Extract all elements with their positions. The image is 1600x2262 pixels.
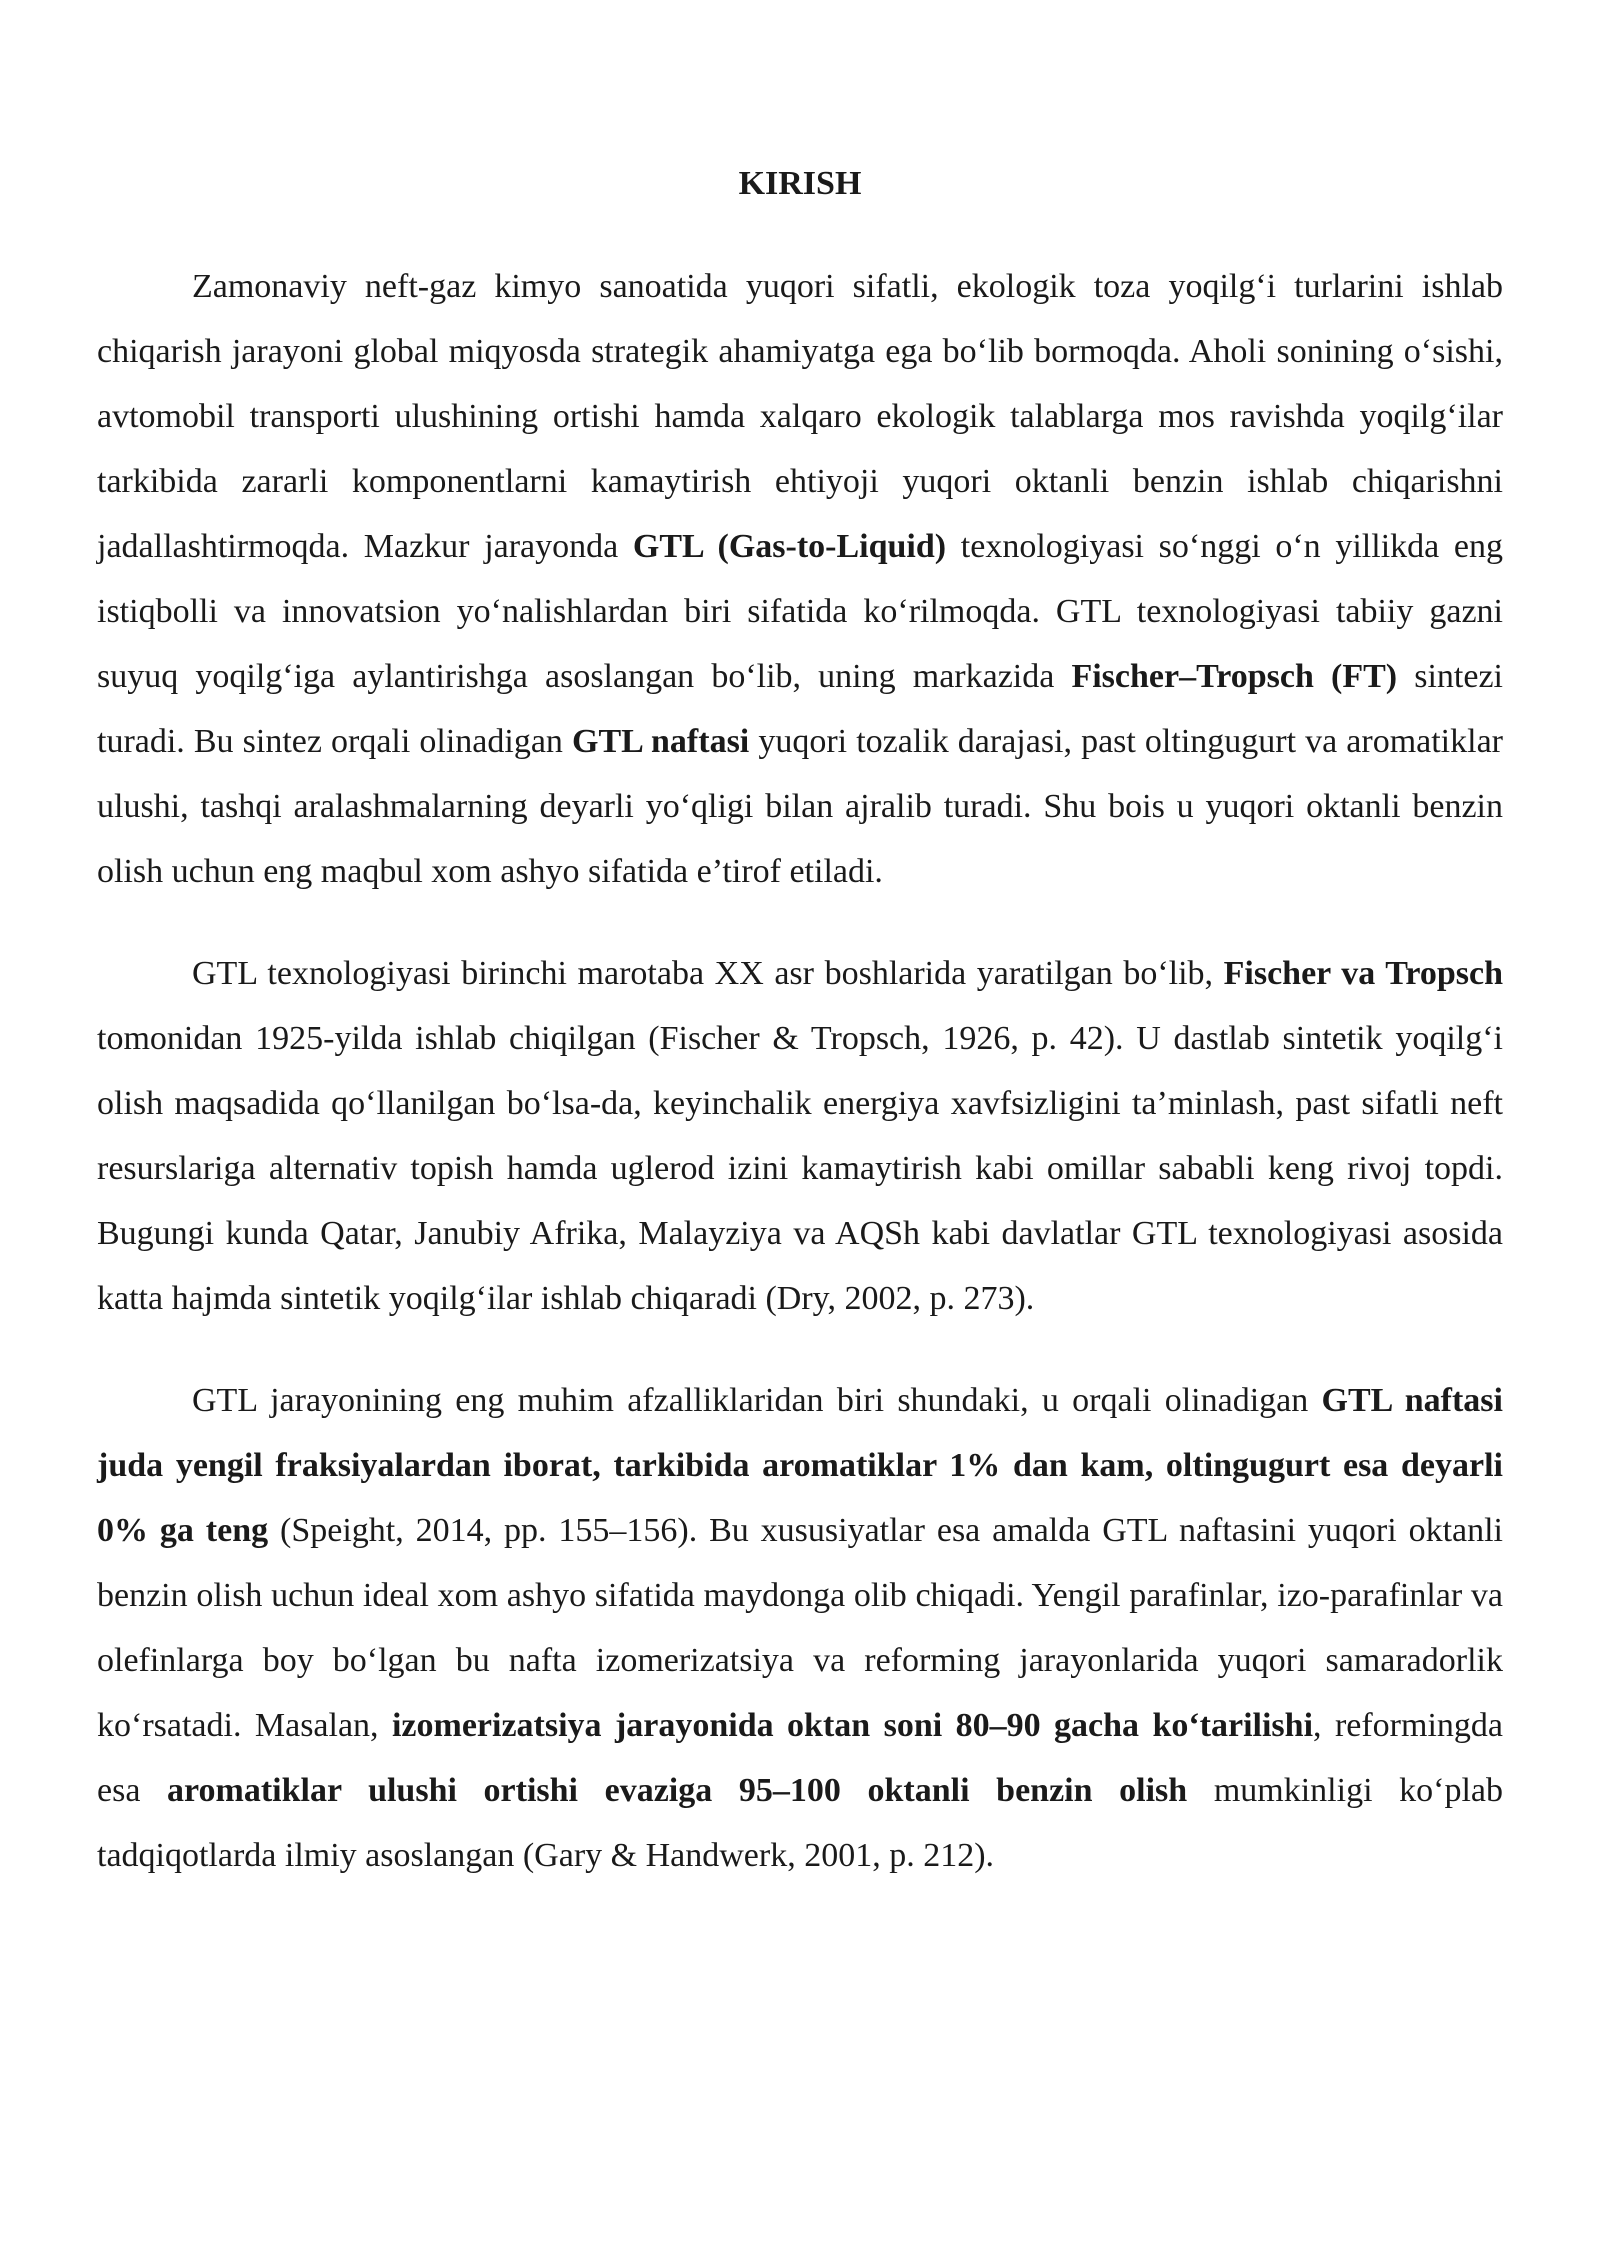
paragraph-3-bold-izomerizatsiya: izomerizatsiya jarayonida oktan soni 80–90 gacha ko‘tarilishi bbox=[391, 1707, 1314, 1744]
paragraph-3-text: (Speight, 2014, pp. 155–156). Bu xususiyatlar esa amalda GTL naftasini yuqori oktanli benzin olish uchun ideal xom ashyo sifatida maydonga olib chiqadi. Yengil parafinlar, izo-parafinlar va olefinlarga boy bo‘lgan bu nafta izomerizatsiya va reforming jarayonlarida yuqori samaradorlik ko‘rsatadi. Masalan, bbox=[97, 1512, 1503, 1744]
paragraph-2 bbox=[97, 941, 1503, 1331]
paragraph-3-text: GTL jarayonining eng muhim afzalliklaridan biri shundaki, u orqali olinadigan bbox=[192, 1382, 1322, 1419]
paragraph-1-text: texnologiyasi so‘nggi o‘n yillikda eng istiqbolli va innovatsion yo‘nalishlardan biri sifatida ko‘rilmoqda. GTL texnologiyasi tabiiy gazni suyuq yoqilg‘iga aylantirishga asoslangan bo‘lib, uning markazida bbox=[97, 528, 1504, 695]
paragraph-2-text: GTL texnologiyasi birinchi marotaba XX asr boshlarida yaratilgan bo‘lib, bbox=[192, 955, 1224, 992]
paragraph-1 bbox=[97, 254, 1503, 904]
document-body bbox=[97, 160, 1503, 1925]
paragraph-3 bbox=[97, 1368, 1503, 1888]
paragraph-1-text: sintezi turadi. Bu sintez orqali olinadigan bbox=[97, 658, 1503, 760]
paragraph-3-bold-gtl-naftasi: GTL naftasi juda yengil fraksiyalardan iborat, tarkibida aromatiklar 1% dan kam, oltingugurt esa deyarli 0% ga teng bbox=[97, 1382, 1503, 1549]
paragraph-3-text: mumkinligi ko‘plab tadqiqotlarda ilmiy asoslangan (Gary & Handwerk, 2001, p. 212). bbox=[97, 1772, 1503, 1874]
paragraph-1-bold-gtl: GTL (Gas-to-Liquid) bbox=[632, 528, 947, 565]
paragraph-3-text: , reformingda esa bbox=[97, 1707, 1503, 1809]
paragraph-1-bold-gtl-naftasi: GTL naftasi bbox=[572, 723, 750, 760]
paragraph-1-text: Zamonaviy neft-gaz kimyo sanoatida yuqori sifatli, ekologik toza yoqilg‘i turlarini ishlab chiqarish jarayoni global miqyosda strategik ahamiyatga ega bo‘lib bormoqda. Aholi sonining o‘sishi, avtomobil transporti ulushining ortishi hamda xalqaro ekologik talablarga mos ravishda yoqilg‘ilar tarkibida zararli komponentlarni kamaytirish ehtiyoji yuqori oktanli benzin ishlab chiqarishni jadallashtirmoqda. Mazkur jarayonda bbox=[97, 268, 1503, 565]
paragraph-1-text: yuqori tozalik darajasi, past oltingugurt va aromatiklar ulushi, tashqi aralashmalarning deyarli yo‘qligi bilan ajralib turadi. Shu bois u yuqori oktanli benzin olish uchun eng maqbul xom ashyo sifatida e’tirof etiladi. bbox=[97, 723, 1503, 890]
paragraph-1-bold-fischer-tropsch: Fischer–Tropsch (FT) bbox=[1071, 658, 1398, 695]
paragraph-2-bold-fischer-tropsch: Fischer va Tropsch bbox=[1223, 955, 1503, 992]
paragraph-2-text: tomonidan 1925-yilda ishlab chiqilgan (Fischer & Tropsch, 1926, p. 42). U dastlab sintetik yoqilg‘i olish maqsadida qo‘llanilgan bo‘lsa-da, keyinchalik energiya xavfsizligini ta’minlash, past sifatli neft resurslariga alternativ topish hamda uglerod izini kamaytirish kabi omillar sababli keng rivoj topdi. Bugungi kunda Qatar, Janubiy Afrika, Malayziya va AQSh kabi davlatlar GTL texnologiyasi asosida katta hajmda sintetik yoqilg‘ilar ishlab chiqaradi (Dry, 2002, p. 273). bbox=[97, 1020, 1503, 1317]
section-heading: KIRISH bbox=[738, 165, 862, 202]
paragraph-3-bold-aromatiklar: aromatiklar ulushi ortishi evaziga 95–100 oktanli benzin olish bbox=[167, 1772, 1188, 1809]
